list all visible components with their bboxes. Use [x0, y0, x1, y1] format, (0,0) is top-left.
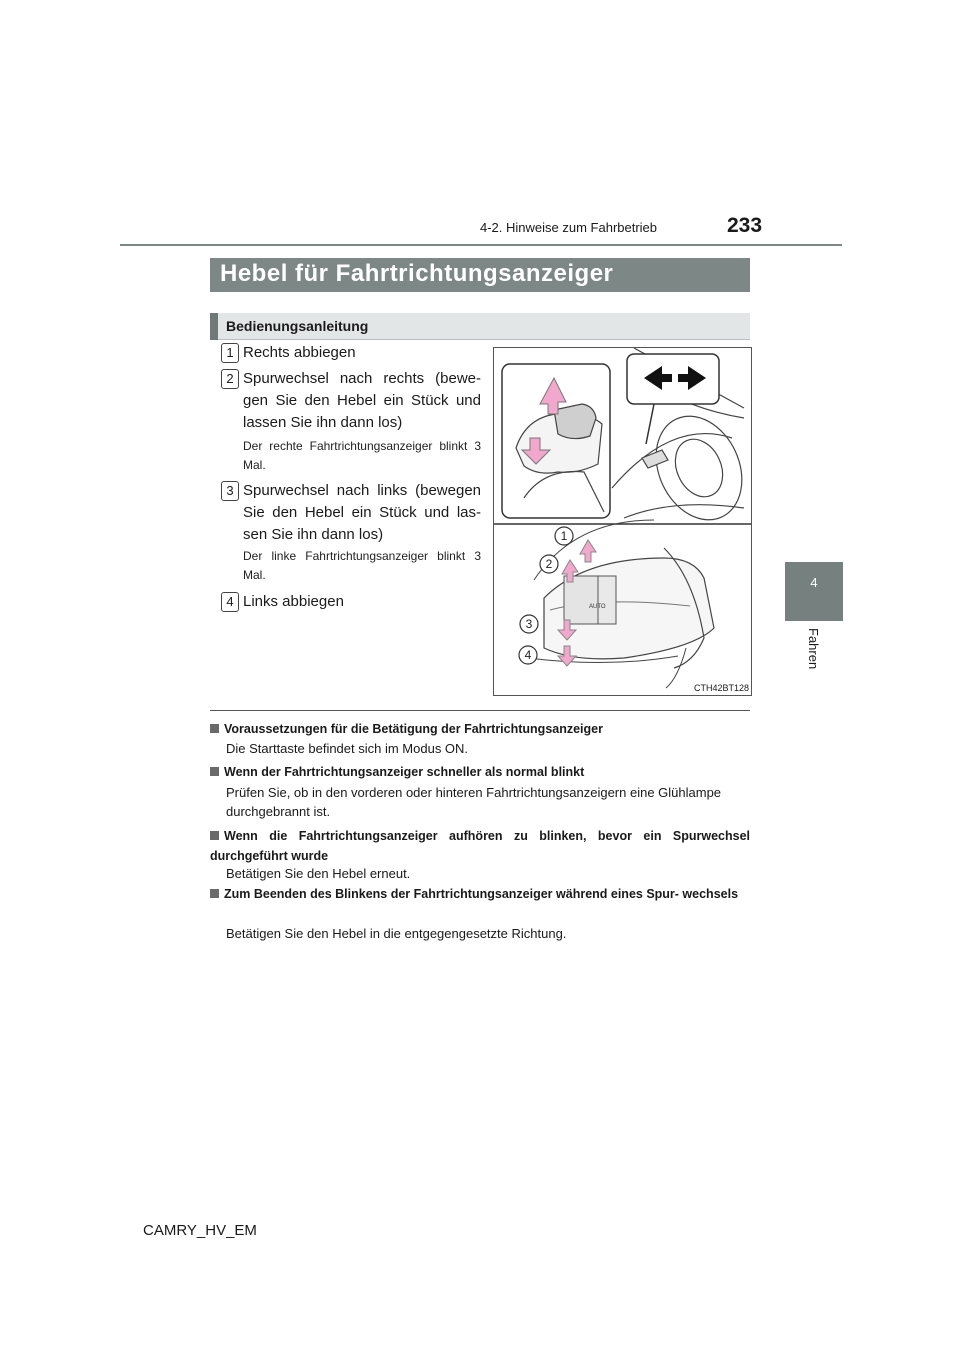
step-number: 2 — [221, 369, 239, 389]
step-text: Rechts abbiegen — [243, 344, 356, 361]
note-heading: Zum Beenden des Blinkens der Fahrtrichtungsanzeiger während eines Spur- wechsels — [210, 884, 750, 904]
note-body: Die Starttaste befindet sich im Modus ON. — [226, 741, 469, 756]
subheading-accent — [210, 313, 218, 340]
auto-switch-label: AUTO — [589, 604, 606, 610]
page-title: Hebel für Fahrtrichtungsanzeiger — [220, 260, 614, 287]
note-body: Prüfen Sie, ob in den vorderen oder hinteren Fahrtrichtungsanzeigern eine Glühlampe durchgebrannt ist. — [226, 785, 722, 819]
step-number: 1 — [221, 343, 239, 363]
callout-label: 1 — [560, 529, 568, 543]
bullet-square-icon — [210, 831, 219, 840]
bullet-square-icon — [210, 724, 219, 733]
chapter-number: 4 — [810, 575, 818, 590]
step-number: 3 — [221, 481, 239, 501]
notes-divider — [210, 710, 750, 711]
subheading: Bedienungsanleitung — [226, 318, 369, 334]
note-heading: Wenn die Fahrtrichtungsanzeiger aufhören zu blinken, bevor ein Spurwechsel durchgeführt wurde — [210, 829, 750, 863]
lever-detail — [525, 520, 714, 688]
hand-on-lever-inset — [502, 364, 610, 518]
bullet-square-icon — [210, 889, 219, 898]
note-body: Betätigen Sie den Hebel in die entgegengesetzte Richtung. — [226, 926, 567, 941]
turn-arrows-callout — [627, 354, 719, 444]
step-number: 4 — [221, 592, 239, 612]
document-code: CAMRY_HV_EM — [143, 1222, 257, 1239]
step-text: Spurwechsel nach rechts (bewe- gen Sie den Hebel ein Stück und lassen Sie ihn dann los) — [243, 370, 481, 431]
chapter-label: Fahren — [806, 628, 821, 670]
page-number: 233 — [727, 214, 763, 237]
callout-label: 3 — [525, 617, 533, 631]
note-heading: Voraussetzungen für die Betätigung der Fahrtrichtungsanzeiger — [210, 719, 750, 739]
figure-code: CTH42BT128 — [694, 683, 750, 693]
callout-label: 4 — [524, 648, 532, 662]
chapter-tab — [785, 562, 843, 621]
step-note: Der rechte Fahrtrichtungsanzeiger blinkt 3 Mal. — [243, 439, 481, 472]
step-note: Der linke Fahrtrichtungsanzeiger blinkt 3 Mal. — [243, 549, 481, 582]
section-label: 4-2. Hinweise zum Fahrbetrieb — [480, 220, 658, 235]
note-heading: Wenn der Fahrtrichtungsanzeiger schneller als normal blinkt — [210, 762, 750, 782]
step-text: Links abbiegen — [243, 593, 344, 610]
turn-signal-illustration — [493, 347, 752, 696]
bullet-square-icon — [210, 767, 219, 776]
note-body: Betätigen Sie den Hebel erneut. — [226, 866, 411, 881]
callout-label: 2 — [545, 557, 553, 571]
header-rule — [120, 244, 842, 246]
step-text: Spurwechsel nach links (bewegen Sie den Hebel ein Stück und las- sen Sie ihn dann los) — [243, 482, 481, 543]
